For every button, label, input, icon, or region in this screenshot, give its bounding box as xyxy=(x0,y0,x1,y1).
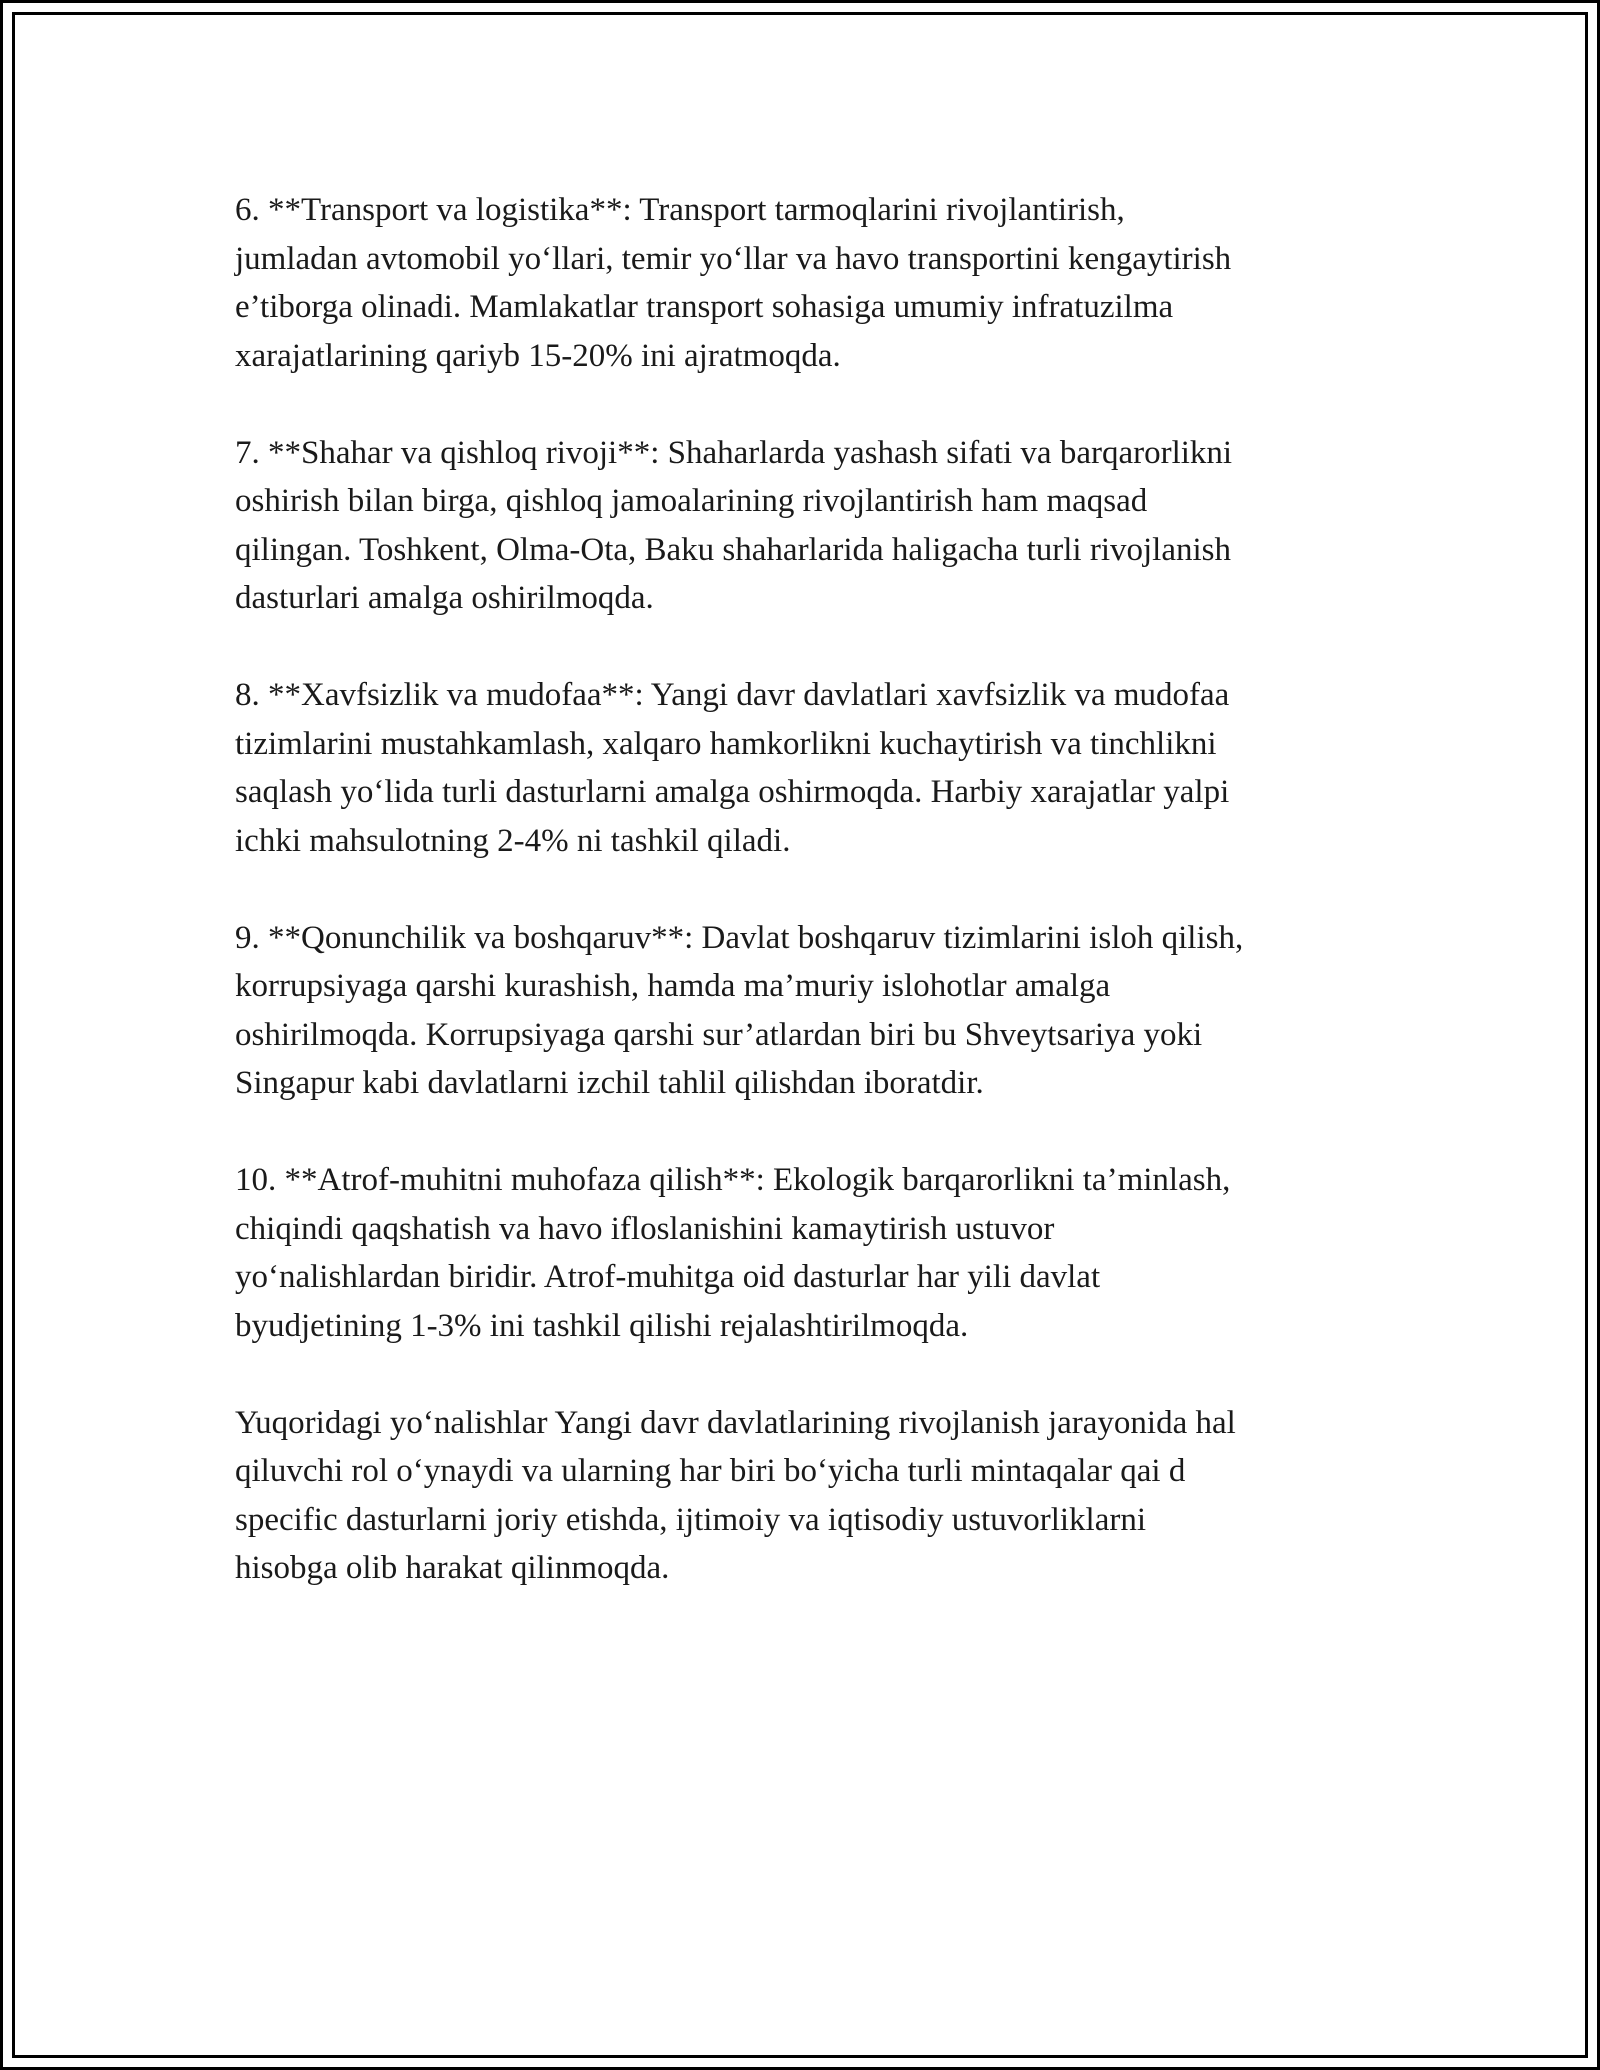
paragraph-conclusion: Yuqoridagi yo‘nalishlar Yangi davr davlatlarining rivojlanish jarayonida hal qiluvchi rol o‘ynaydi va ularning har biri bo‘yicha turli mintaqalar qai d specific dasturlarni joriy etishda, ijtimoiy va iqtisodiy ustuvorliklarni hisobga olib harakat qilinmoqda. xyxy=(235,1404,1236,1586)
document-body xyxy=(235,186,1375,1641)
paragraph-environment: 10. **Atrof-muhitni muhofaza qilish**: Ekologik barqarorlikni ta’minlash, chiqindi qaqshatish va havo ifloslanishini kamaytirish ustuvor yo‘nalishlardan biridir. Atrof-muhitga oid dasturlar har yili davlat byudjetining 1-3% ini tashkil qilishi rejalashtirilmoqda. xyxy=(235,1162,1231,1344)
paragraph-urban-rural: 7. **Shahar va qishloq rivoji**: Shaharlarda yashash sifati va barqarorlikni oshirish bilan birga, qishloq jamoalarining rivojlantirish ham maqsad qilingan. Toshkent, Olma-Ota, Baku shaharlarida haligacha turli rivojlanish dasturlari amalga oshirilmoqda. xyxy=(235,434,1233,616)
paragraph-transport: 6. **Transport va logistika**: Transport tarmoqlarini rivojlantirish, jumladan avtomobil yo‘llari, temir yo‘llar va havo transportini kengaytirish e’tiborga olinadi. Mamlakatlar transport sohasiga umumiy infratuzilma xarajatlarining qariyb 15-20% ini ajratmoqda. xyxy=(235,192,1232,374)
paragraph-security: 8. **Xavfsizlik va mudofaa**: Yangi davr davlatlari xavfsizlik va mudofaa tizimlarini mustahkamlash, xalqaro hamkorlikni kuchaytirish va tinchlikni saqlash yo‘lida turli dasturlarni amalga oshirmoqda. Harbiy xarajatlar yalpi ichki mahsulotning 2-4% ni tashkil qiladi. xyxy=(235,677,1230,859)
paragraph-governance: 9. **Qonunchilik va boshqaruv**: Davlat boshqaruv tizimlarini isloh qilish, korrupsiyaga qarshi kurashish, hamda ma’muriy islohotlar amalga oshirilmoqda. Korrupsiyaga qarshi sur’atlardan biri bu Shveytsariya yoki Singapur kabi davlatlarni izchil tahlil qilishdan iboratdir. xyxy=(235,919,1244,1101)
